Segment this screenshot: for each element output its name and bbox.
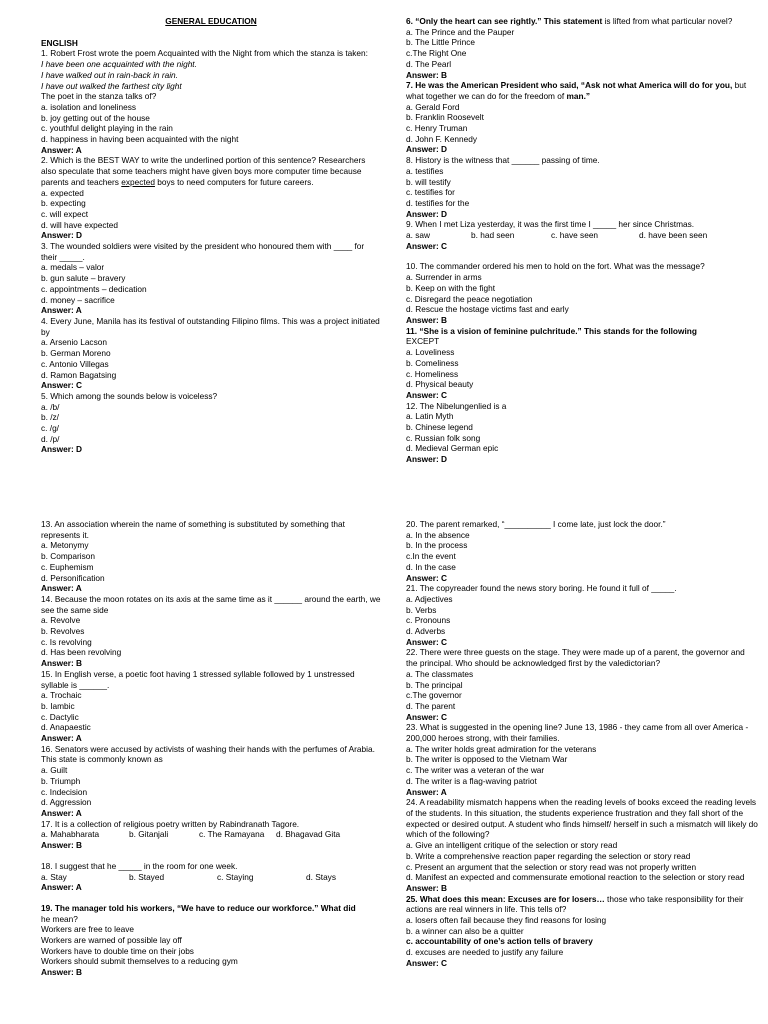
question-2 — [41, 155, 381, 241]
option: d. Adverbs — [406, 626, 446, 637]
question-13 — [41, 519, 381, 594]
option: b. Iambic — [41, 700, 75, 711]
answer: Answer: A — [406, 786, 447, 797]
option: c. Disregard the peace negotiation — [406, 293, 533, 304]
option: b. German Moreno — [41, 348, 111, 359]
option: b. Triumph — [41, 775, 81, 786]
question-stem: 8. History is the witness that ______ passing of time. — [406, 155, 600, 166]
option: d. Has been revolving — [41, 647, 122, 658]
question-16 — [41, 744, 381, 819]
option: b. expecting — [41, 198, 86, 209]
option: b. The writer is opposed to the Vietnam War — [406, 754, 568, 765]
option: a. Loveliness — [406, 347, 455, 358]
option: a. Latin Myth — [406, 411, 454, 422]
question-stem: 15. In English verse, a poetic foot having 1 stressed syllable followed by 1 unstressed syllable is ______. — [41, 668, 355, 690]
option: a. Gerald Ford — [406, 101, 460, 112]
question-12 — [406, 401, 758, 465]
option: a. losers often fail because they find reasons for losing — [406, 915, 607, 926]
question-4 — [41, 316, 381, 391]
answer: Answer: A — [41, 305, 82, 316]
option: d. have been seen — [639, 230, 708, 241]
option: a. saw — [406, 230, 430, 241]
question-stem: 5. Which among the sounds below is voiceless? — [41, 390, 218, 401]
question-21 — [406, 583, 758, 647]
option: d. happiness in having been acquainted with the night — [41, 134, 239, 145]
option: c. Is revolving — [41, 636, 92, 647]
option: c. Staying — [217, 871, 254, 882]
poem-line: I have walked out in rain-back in rain. — [41, 69, 178, 80]
question-stem: 22. There were three guests on the stage. They were made up of a parent, the governor and the principal. Who should be acknowledged first by the valedictorian? — [406, 647, 745, 669]
option: d. Medieval German epic — [406, 443, 499, 454]
option: b. Keep on with the fight — [406, 282, 496, 293]
question-stem: 11. “She is a vision of feminine pulchritude.” This stands for the following — [406, 325, 697, 336]
question-8 — [406, 155, 758, 219]
question-22 — [406, 647, 758, 722]
question-17 — [41, 819, 381, 851]
answer: Answer: D — [406, 208, 448, 219]
question-stem: 10. The commander ordered his men to hold on the fort. What was the message? — [406, 261, 705, 272]
option: c. /g/ — [41, 423, 59, 434]
option: b. Comeliness — [406, 357, 459, 368]
page-title: GENERAL EDUCATION — [165, 16, 257, 26]
option: a. Surrender in arms — [406, 272, 482, 283]
option: a. Give an intelligent critique of the selection or story read — [406, 840, 618, 851]
question-stem: 14. Because the moon rotates on its axis at the same time as it ______ around the earth, we see the same side — [41, 593, 381, 615]
underlined-word: expected — [121, 176, 155, 187]
option: a. The Prince and the Pauper — [406, 26, 515, 37]
option: a. Stay — [41, 871, 67, 882]
question-stem: 16. Senators were accused by activists of washing their hands with the perfumes of Arabia. This state is commonly known as — [41, 743, 375, 765]
answer: Answer: A — [41, 733, 82, 744]
answer: Answer: A — [41, 583, 82, 594]
option: b. Write a comprehensive reaction paper regarding the selection or story read — [406, 850, 691, 861]
option: a. Guilt — [41, 765, 68, 776]
poem-line: I have out walked the farthest city light — [41, 80, 182, 91]
question-stem: 18. I suggest that he _____ in the room for one week. — [41, 860, 238, 871]
option: d. testifies for the — [406, 197, 470, 208]
answer: Answer: A — [41, 807, 82, 818]
option-row — [41, 829, 381, 840]
option: d. The writer is a flag-waving patriot — [406, 775, 537, 786]
answer: Answer: C — [406, 572, 448, 583]
answer: Answer: C — [41, 380, 83, 391]
option: c. The writer was a veteran of the war — [406, 765, 545, 776]
section-heading: ENGLISH — [41, 37, 78, 48]
option: a. Trochaic — [41, 690, 82, 701]
option: d. Physical beauty — [406, 379, 474, 390]
option: c. The Ramayana — [199, 829, 265, 840]
option: c. accountability of one’s action tells of bravery — [406, 936, 593, 947]
option: b. Stayed — [129, 871, 165, 882]
question-stem: 20. The parent remarked, “__________ I come late, just lock the door.” — [406, 519, 666, 529]
column-bottom-right — [406, 519, 758, 969]
option: b. Chinese legend — [406, 422, 473, 433]
question-stem: 7. He was the American President who said, “Ask not what America will do for you, but what together we can do for the freedom of man.” — [406, 80, 747, 101]
question-prompt: The poet in the stanza talks of? — [41, 91, 157, 102]
option: a. Revolve — [41, 615, 81, 626]
question-stem: 4. Every June, Manila has its festival of outstanding Filipino films. This was a project initiated by — [41, 315, 380, 337]
option: a. medals – valor — [41, 262, 105, 273]
question-1 — [41, 48, 381, 155]
option: c. will expect — [41, 208, 89, 219]
answer: Answer: B — [406, 314, 448, 325]
option: d. /p/ — [41, 433, 60, 444]
option: b. /z/ — [41, 412, 59, 423]
question-18 — [41, 861, 381, 893]
question-stem: 17. It is a collection of religious poetry written by Rabindranath Tagore. — [41, 818, 300, 829]
option: d. excuses are needed to justify any failure — [406, 947, 564, 958]
answer: Answer: D — [406, 454, 448, 465]
option: d. Bhagavad Gita — [276, 829, 341, 840]
question-stem: 24. A readability mismatch happens when the reading levels of books exceed the reading levels of the students. In this situation, the students experience frustration and they fall short of the expected or desired output. A student who finds himself/ herself in such a mismatch will likely do which of the following? — [406, 797, 758, 840]
option: b. joy getting out of the house — [41, 112, 150, 123]
option: c. Russian folk song — [406, 432, 481, 443]
question-7 — [406, 80, 758, 155]
option: c. Indecision — [41, 786, 88, 797]
option: b. had seen — [471, 230, 515, 241]
option: b. Revolves — [41, 626, 85, 637]
option: b. Franklin Roosevelt — [406, 112, 484, 123]
option: c. appointments – dedication — [41, 283, 147, 294]
question-3 — [41, 241, 381, 316]
column-top-left — [41, 16, 381, 455]
option: a. In the absence — [406, 529, 470, 540]
question-15 — [41, 669, 381, 744]
option: c. testifies for — [406, 187, 455, 198]
option: d. In the case — [406, 561, 456, 572]
column-top-right — [406, 16, 758, 465]
option: a. Mahabharata — [41, 829, 100, 840]
option: b. gun salute – bravery — [41, 273, 126, 284]
answer: Answer: C — [406, 240, 448, 251]
option: d. Manifest an expected and commensurate emotional reaction to the selection or story read — [406, 872, 745, 883]
option: c. Henry Truman — [406, 123, 468, 134]
option: c. Euphemism — [41, 561, 94, 572]
option: a. /b/ — [41, 401, 60, 412]
question-stem-cont: EXCEPT — [406, 336, 440, 347]
option: d. money – sacrifice — [41, 294, 115, 305]
option: c.The Right One — [406, 48, 467, 59]
question-stem-cont: he mean? — [41, 913, 78, 924]
option: a. expected — [41, 187, 84, 198]
answer: Answer: B — [41, 658, 83, 669]
option: a. Adjectives — [406, 593, 453, 604]
option: d. Personification — [41, 572, 105, 583]
answer: Answer: B — [406, 69, 448, 80]
question-stem: 19. The manager told his workers, “We have to reduce our workforce.” What did — [41, 902, 356, 913]
poem-line: I have been one acquainted with the night. — [41, 59, 197, 70]
question-24 — [406, 797, 758, 893]
question-stem: 6. “Only the heart can see rightly.” This statement is lifted from what particular novel? — [406, 16, 733, 26]
question-stem: 9. When I met Liza yesterday, it was the first time I _____ her since Christmas. — [406, 219, 695, 230]
option: b. Gitanjali — [129, 829, 169, 840]
option: d. The parent — [406, 700, 456, 711]
option: c. Pronouns — [406, 615, 451, 626]
option: b. a winner can also be a quitter — [406, 925, 524, 936]
option: c. Antonio Villegas — [41, 358, 109, 369]
option: d. The Pearl — [406, 58, 452, 69]
answer: Answer: B — [41, 840, 83, 851]
option: a. The writer holds great admiration for the veterans — [406, 743, 597, 754]
option: b. Verbs — [406, 604, 437, 615]
question-14 — [41, 594, 381, 669]
answer: Answer: B — [406, 882, 448, 893]
option: d. John F. Kennedy — [406, 133, 478, 144]
option: Workers should submit themselves to a reducing gym — [41, 956, 238, 967]
option: b. will testify — [406, 176, 451, 187]
answer: Answer: D — [406, 144, 448, 155]
option: a. Arsenio Lacson — [41, 337, 107, 348]
option: c. Homeliness — [406, 368, 459, 379]
answer: Answer: C — [406, 711, 448, 722]
option: a. Metonymy — [41, 540, 89, 551]
option: Workers have to double time on their jobs — [41, 945, 194, 956]
question-stem: 23. What is suggested in the opening line? June 13, 1986 - they came from all over America - 200,000 heroes strong, with their families. — [406, 722, 749, 744]
option: Workers are free to leave — [41, 924, 134, 935]
answer: Answer: A — [41, 144, 82, 155]
answer: Answer: C — [406, 957, 448, 968]
answer: Answer: C — [406, 389, 448, 400]
option: b. The principal — [406, 679, 463, 690]
option: b. Comparison — [41, 551, 95, 562]
answer: Answer: D — [41, 444, 83, 455]
question-stem: 2. Which is the BEST WAY to write the underlined portion of this sentence? Researchers also speculate that some teachers might have given boys more computer time because parents and teachers expected boys to need computers for future careers. — [41, 155, 366, 187]
option: a. testifies — [406, 165, 444, 176]
option: b. In the process — [406, 540, 468, 551]
question-9 — [406, 219, 758, 251]
option: c.The governor — [406, 690, 462, 701]
question-stem: 12. The Nibelungenlied is a — [406, 400, 507, 411]
option: c. youthful delight playing in the rain — [41, 123, 173, 134]
option: c. Present an argument that the selection or story read was not properly written — [406, 861, 697, 872]
option: c. Dactylic — [41, 711, 79, 722]
question-20 — [406, 519, 758, 583]
answer: Answer: C — [406, 636, 448, 647]
option: Workers are warned of possible lay off — [41, 935, 182, 946]
option: d. Stays — [306, 871, 336, 882]
option: a. The classmates — [406, 668, 474, 679]
question-25 — [406, 894, 758, 969]
option: a. isolation and loneliness — [41, 101, 137, 112]
option: d. Ramon Bagatsing — [41, 369, 117, 380]
question-stem: 13. An association wherein the name of something is substituted by something that represents it. — [41, 519, 345, 540]
question-19 — [41, 903, 381, 978]
option: b. The Little Prince — [406, 37, 476, 48]
question-6 — [406, 16, 758, 80]
question-stem: 3. The wounded soldiers were visited by the president who honoured them with ____ for their _____. — [41, 241, 365, 262]
option: d. Anapaestic — [41, 722, 91, 733]
option: d. will have expected — [41, 219, 119, 230]
question-23 — [406, 722, 758, 797]
option: d. Aggression — [41, 797, 92, 808]
question-stem: 21. The copyreader found the news story boring. He found it full of _____. — [406, 583, 677, 594]
question-10 — [406, 261, 758, 325]
answer: Answer: D — [41, 230, 83, 241]
answer: Answer: A — [41, 882, 82, 893]
option-row — [406, 230, 758, 241]
question-stem: 1. Robert Frost wrote the poem Acquainted with the Night from which the stanza is taken: — [41, 48, 368, 59]
option: c.In the event — [406, 551, 456, 562]
option-row — [41, 872, 381, 883]
question-5 — [41, 391, 381, 455]
question-11 — [406, 326, 758, 401]
column-bottom-left — [41, 519, 381, 978]
answer: Answer: B — [41, 967, 83, 978]
option: c. have seen — [551, 230, 599, 241]
option: d. Rescue the hostage victims fast and early — [406, 304, 569, 315]
question-stem: 25. What does this mean: Excuses are for losers… those who take responsibility for their actions are real winners in life. This tells of? — [406, 893, 744, 915]
